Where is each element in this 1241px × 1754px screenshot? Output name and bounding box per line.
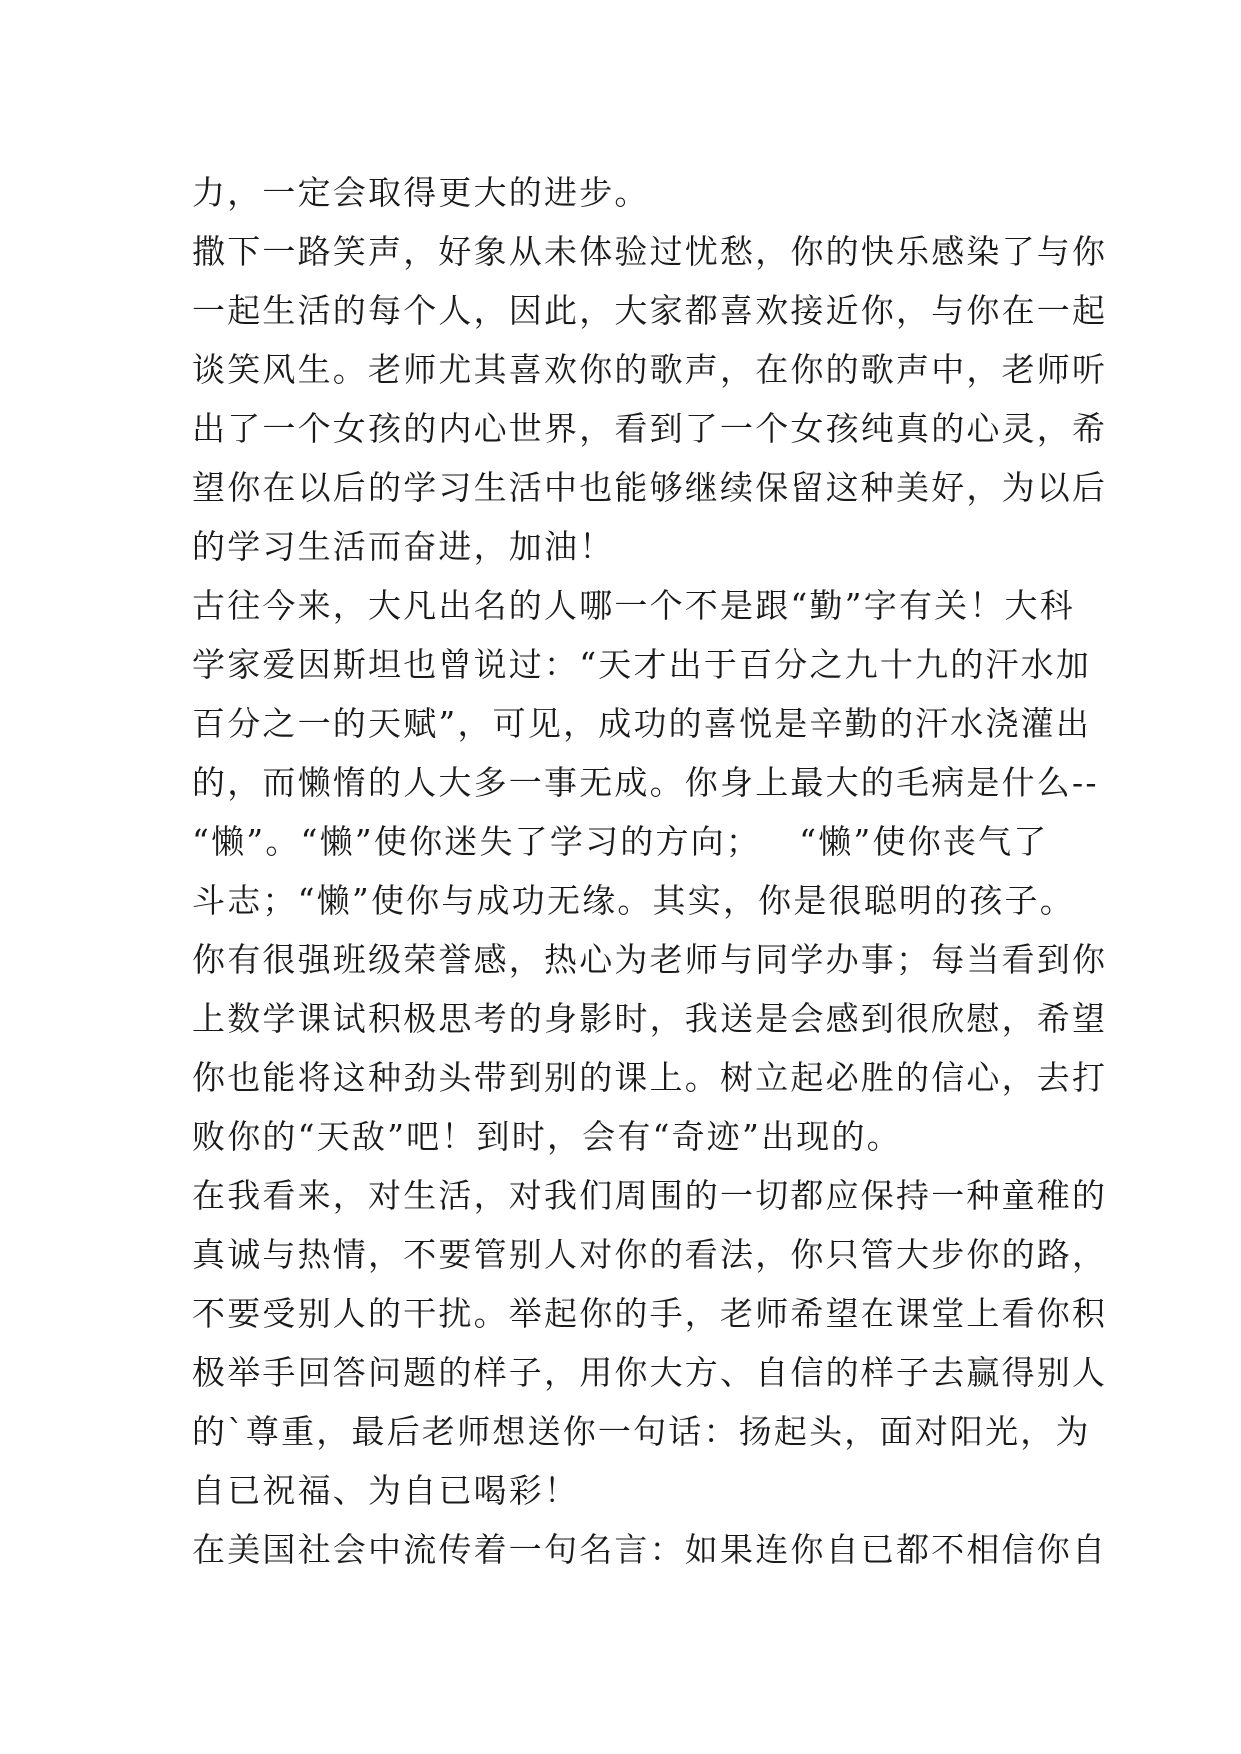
text-line-1: 力，一定会取得更大的进步。 <box>192 173 650 212</box>
text-line-19: 真诚与热情，不要管别人对你的看法，你只管大步你的路， <box>192 1235 1108 1274</box>
text-line-6: 望你在以后的学习生活中也能够继续保留这种美好，为以后 <box>192 468 1108 507</box>
text-line-11: 的，而懒惰的人大多一事无成。你身上最大的毛病是什么-- <box>192 763 1099 802</box>
text-line-22: 的`尊重，最后老师想送你一句话：扬起头，面对阳光，为 <box>192 1412 1091 1451</box>
document-page <box>192 163 1108 1579</box>
text-line-2: 撒下一路笑声，好象从未体验过忧愁，你的快乐感染了与你 <box>192 232 1108 271</box>
text-line-21: 极举手回答问题的样子，用你大方、自信的样子去赢得别人 <box>192 1353 1108 1392</box>
text-line-10: 百分之一的天赋”，可见，成功的喜悦是辛勤的汗水浇灌出 <box>192 704 1092 743</box>
text-line-8: 古往今来，大凡出名的人哪一个不是跟“勤”字有关！大科 <box>192 586 1075 625</box>
text-line-12: “懒”。“懒”使你迷失了学习的方向； “懒”使你丧气了 <box>192 822 1049 861</box>
text-line-18: 在我看来，对生活，对我们周围的一切都应保持一种童稚的 <box>192 1176 1108 1215</box>
text-line-20: 不要受别人的干扰。举起你的手，老师希望在课堂上看你积 <box>192 1294 1108 1333</box>
text-line-7: 的学习生活而奋进，加油！ <box>192 527 615 566</box>
text-line-13: 斗志；“懒”使你与成功无缘。其实，你是很聪明的孩子。 <box>192 881 1075 920</box>
text-line-5: 出了一个女孩的内心世界，看到了一个女孩纯真的心灵，希 <box>192 409 1108 448</box>
text-line-14: 你有很强班级荣誉感，热心为老师与同学办事；每当看到你 <box>192 940 1108 979</box>
text-line-9: 学家爱因斯坦也曾说过：“天才出于百分之九十九的汗水加 <box>192 645 1092 684</box>
text-line-4: 谈笑风生。老师尤其喜欢你的歌声，在你的歌声中，老师听 <box>192 350 1108 389</box>
text-line-15: 上数学课试积极思考的身影时，我送是会感到很欣慰，希望 <box>192 999 1108 1038</box>
text-line-16: 你也能将这种劲头带到别的课上。树立起必胜的信心，去打 <box>192 1058 1108 1097</box>
text-line-17: 败你的“天敌”吧！到时，会有“奇迹”出现的。 <box>192 1117 902 1156</box>
text-line-24: 在美国社会中流传着一句名言：如果连你自已都不相信你自 <box>192 1530 1108 1569</box>
text-line-3: 一起生活的每个人，因此，大家都喜欢接近你，与你在一起 <box>192 291 1108 330</box>
text-line-23: 自已祝福、为自已喝彩！ <box>192 1471 580 1510</box>
